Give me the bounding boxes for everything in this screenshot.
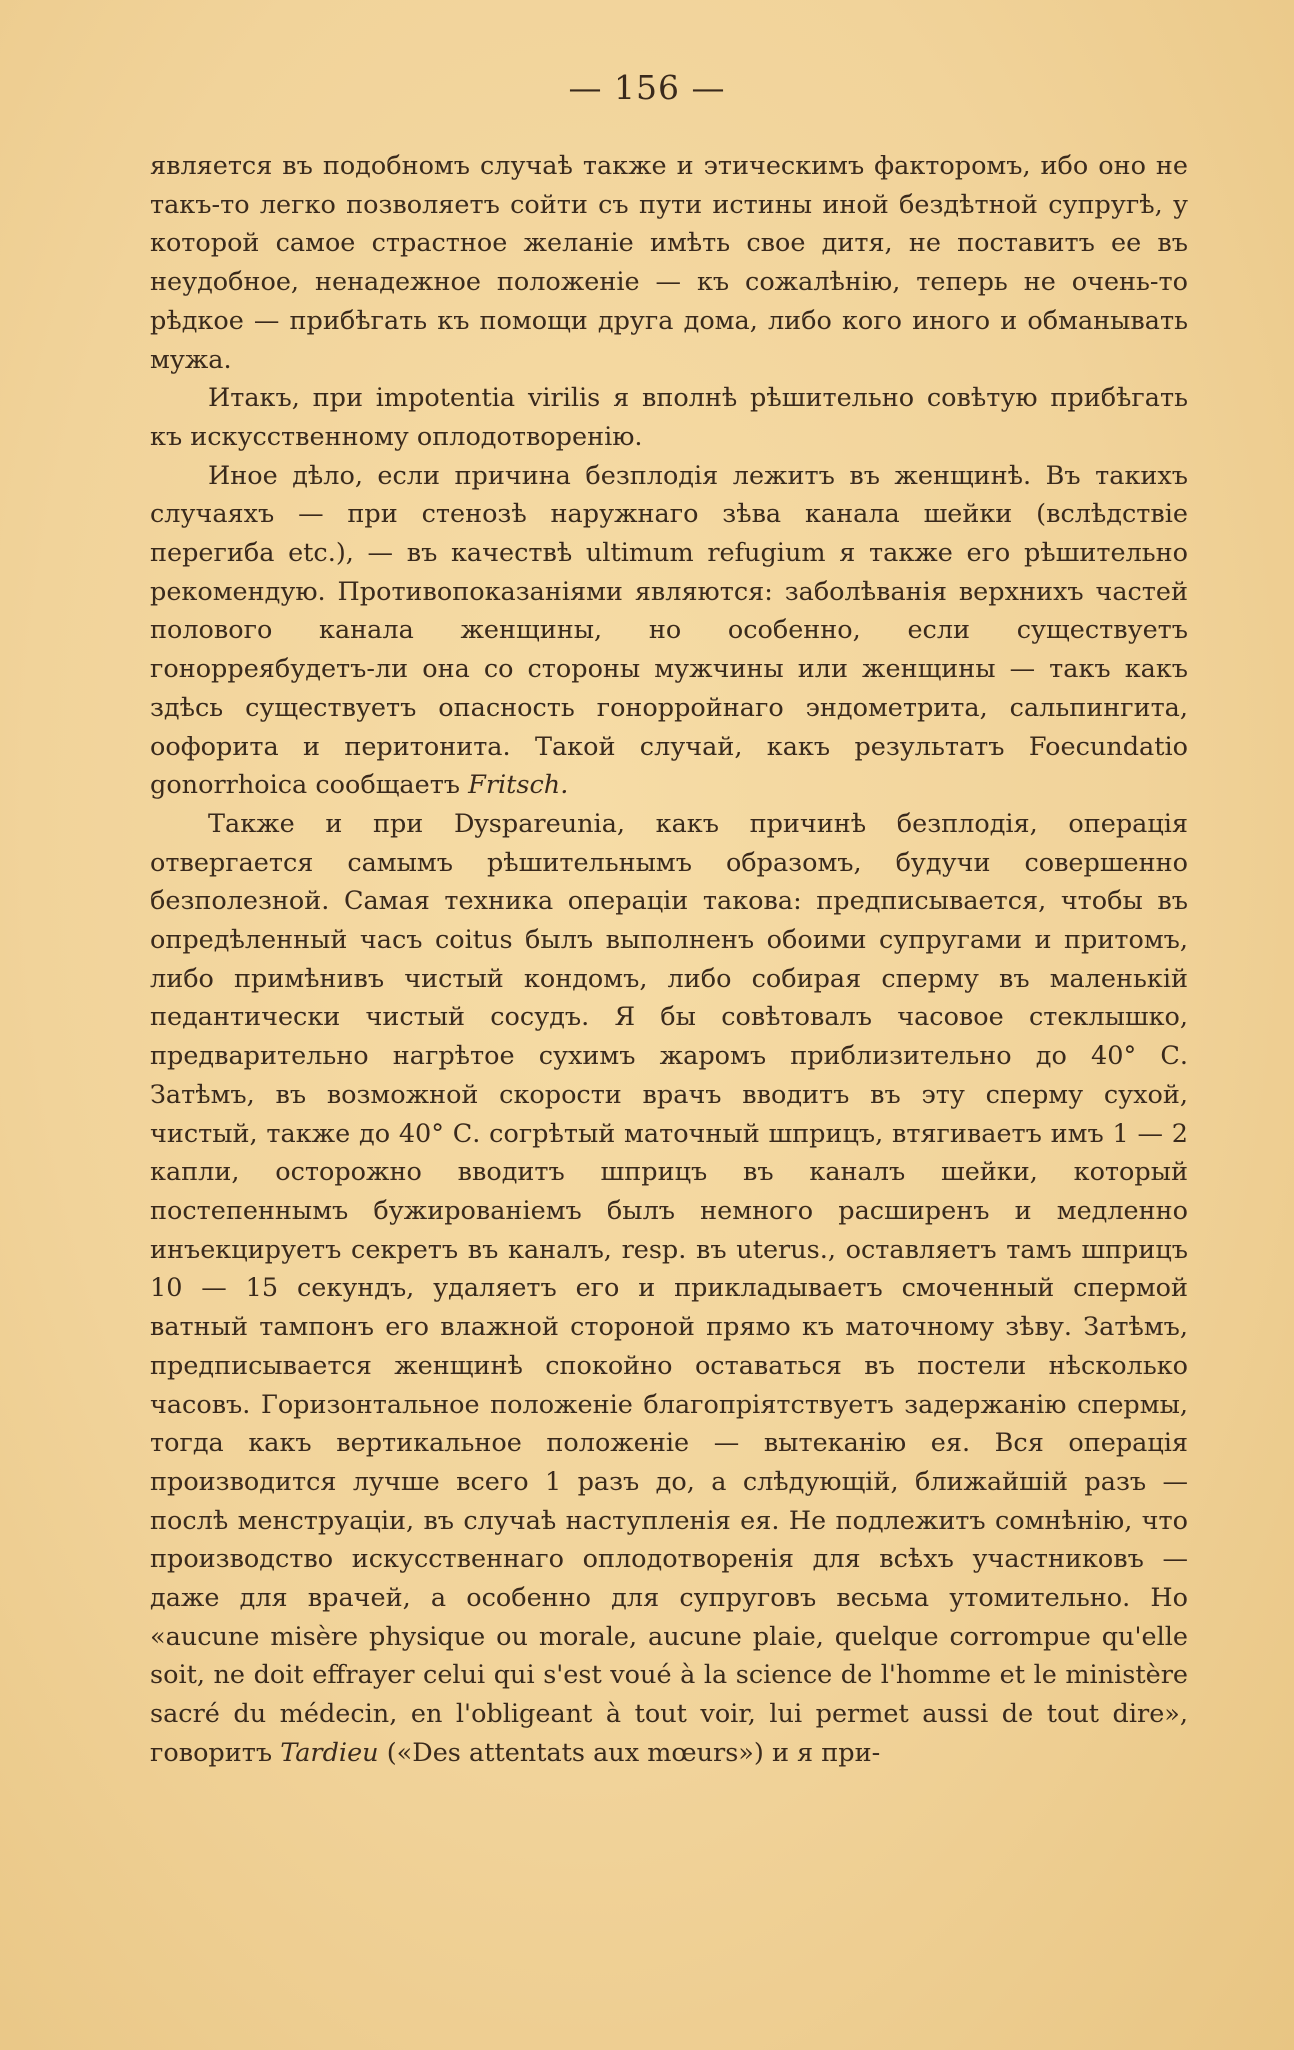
page-number: — 156 — [568, 68, 726, 107]
paragraph [150, 379, 1188, 456]
paragraph-text: Также и при Dyspareunia, какъ причинѣ безплодія, операція отвергается самымъ рѣшительнымъ образомъ, будучи совершенно безполезной. Самая техника операціи такова: предписывается, чтобы въ опредѣленный часъ coitus былъ выполненъ обоими супругами и притомъ, либо примѣнивъ чистый кондомъ, либо собирая сперму въ маленькій педантически чистый сосудъ. Я бы совѣтовалъ часовое стеклышко, предварительно нагрѣтое сухимъ жаромъ приблизительно до 40° С. Затѣмъ, въ возможной скорости врачъ вводитъ въ эту сперму сухой, чистый, также до 40° С. согрѣтый маточный шприцъ, втягиваетъ имъ 1 — 2 капли, осторожно вводитъ шприцъ въ каналъ шейки, который постепеннымъ бужированіемъ былъ немного расширенъ и медленно инъекцируетъ секретъ въ каналъ, resp. въ uterus., оставляетъ тамъ шприцъ 10 — 15 секундъ, удаляетъ его и прикладываетъ смоченный спермой ватный тампонъ его влажной стороной прямо къ маточному зѣву. Затѣмъ, предписывается женщинѣ спокойно оставаться въ постели нѣсколько часовъ. Горизонтальное положеніе благопріятствуетъ задержанію спермы, тогда какъ вертикальное положеніе — вытеканію ея. Вся операція производится лучше всего 1 разъ до, а слѣдующій, ближайшій разъ — послѣ менструаціи, въ случаѣ наступленія ея. Не подлежитъ сомнѣнію, что производство искусственнаго оплодотворенія для всѣхъ участниковъ — даже для врачей, а особенно для супруговъ весьма утомительно. Но «aucune misère physique ou morale, aucune plaie, quelque corrompue qu'elle soit, ne doit effrayer celui qui s'est voué à la science de l'homme et le ministère sacré du médecin, en l'obligeant à tout voir, lui permet aussi de tout dire», говоритъ [150, 808, 1188, 1768]
paragraph [150, 147, 1188, 379]
paragraph [150, 805, 1188, 1773]
body-text [150, 147, 1188, 1773]
paragraph-text: Итакъ, при impotentia virilis я вполнѣ рѣшительно совѣтую прибѣгать къ искусственному оплодотворенію. [150, 383, 1188, 452]
paragraph-text: является въ подобномъ случаѣ также и этическимъ факторомъ, ибо оно не такъ-то легко позволяетъ сойти съ пути истины иной бездѣтной супругѣ, у которой самое страстное желаніе имѣть свое дитя, не поставитъ ее въ неудобное, ненадежное положеніе — къ сожалѣнію, теперь не очень-то рѣдкое — прибѣгать къ помощи друга дома, либо кого иного и обманывать мужа. [150, 151, 1188, 375]
paragraph-text-end: («Des attentats aux mœurs») и я при- [378, 1737, 881, 1768]
author-name-fritsch: Fritsch. [468, 770, 569, 801]
paragraph-text: Иное дѣло, если причина безплодія лежитъ въ женщинѣ. Въ такихъ случаяхъ — при стенозѣ наружнаго зѣва канала шейки (вслѣдствіе перегиба etc.), — въ качествѣ ultimum refugium я также его рѣшительно рекомендую. Противопоказаніями являются: заболѣванія верхнихъ частей полового канала женщины, но особенно, если существуетъ гонорреябудетъ-ли она со стороны мужчины или женщины — такъ какъ здѣсь существуетъ опасность гонорройнаго эндометрита, сальпингита, оофорита и перитонита. Такой случай, какъ результатъ Foecundatio gonorrhoica сообщаетъ [150, 460, 1188, 801]
paragraph [150, 457, 1188, 805]
author-name-tardieu: Tardieu [280, 1737, 379, 1768]
